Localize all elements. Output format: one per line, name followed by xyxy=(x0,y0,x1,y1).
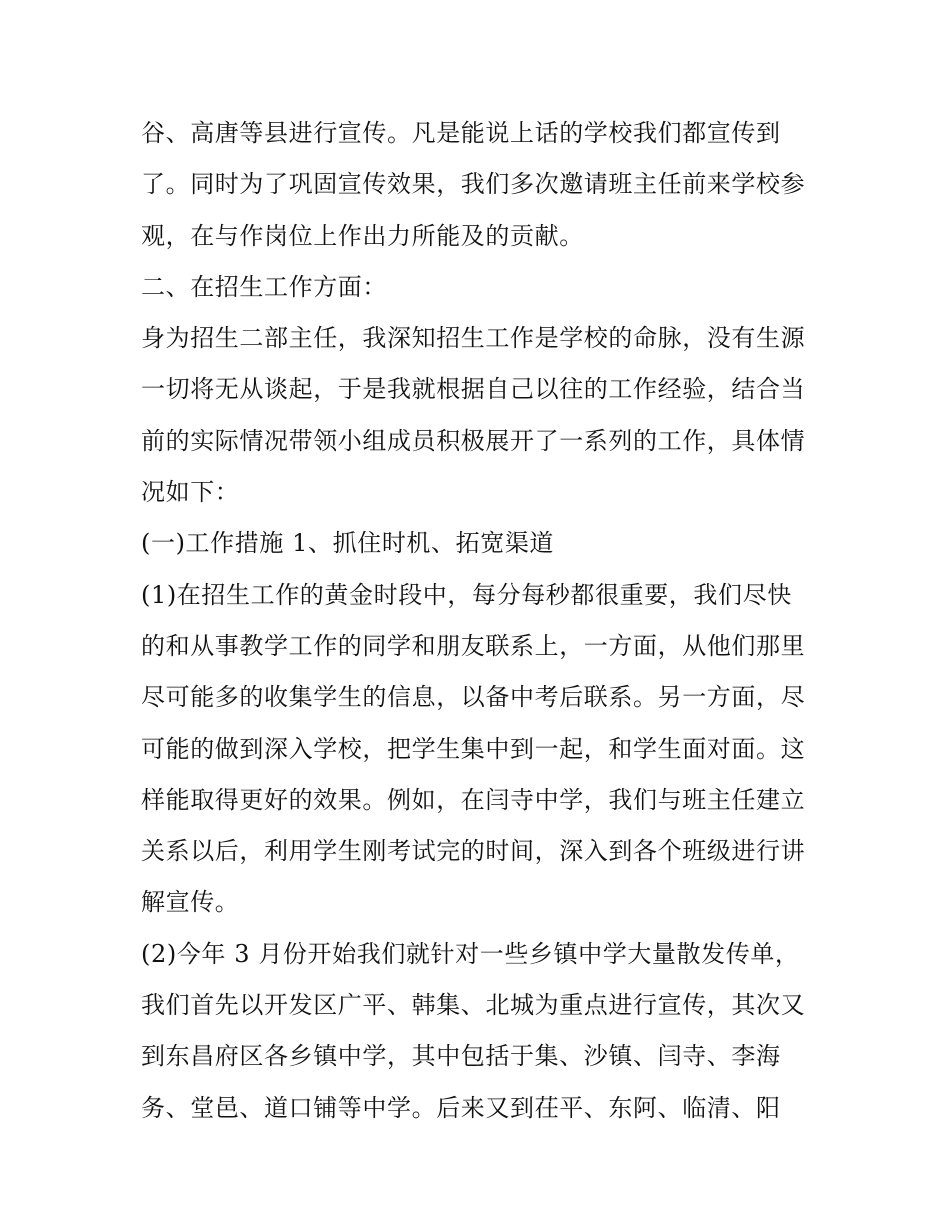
text-line: 务、堂邑、道口铺等中学。后来又到茌平、东阿、临清、阳 xyxy=(141,1093,781,1122)
text-line: 样能取得更好的效果。例如，在闫寺中学，我们与班主任建立 xyxy=(141,785,806,814)
section-heading: 二、在招生工作方面： xyxy=(141,272,387,301)
text-line: 解宣传。 xyxy=(141,888,240,917)
body-text xyxy=(141,108,821,1134)
text-line: 观，在与作岗位上作出力所能及的贡献。 xyxy=(141,221,584,250)
text-line: 了。同时为了巩固宣传效果，我们多次邀请班主任前来学校参 xyxy=(141,170,806,199)
text-line: 前的实际情况带领小组成员积极展开了一系列的工作，具体情 xyxy=(141,426,806,455)
text-line: 我们首先以开发区广平、韩集、北城为重点进行宣传，其次又 xyxy=(141,991,806,1020)
text-line: 一切将无从谈起，于是我就根据自己以往的工作经验，结合当 xyxy=(141,375,806,404)
text-line: 谷、高唐等县进行宣传。凡是能说上话的学校我们都宣传到 xyxy=(141,119,781,147)
text-line: 的和从事教学工作的同学和朋友联系上，一方面，从他们那里 xyxy=(141,631,806,660)
text-line: 关系以后，利用学生刚考试完的时间，深入到各个班级进行讲 xyxy=(141,837,806,866)
text-line: 身为招生二部主任，我深知招生工作是学校的命脉，没有生源 xyxy=(141,324,806,353)
subsection-heading: (一)工作措施 1、抓住时机、拓宽渠道 xyxy=(141,529,555,558)
text-line: 况如下： xyxy=(141,478,240,507)
text-line: (1)在招生工作的黄金时段中，每分每秒都很重要，我们尽快 xyxy=(141,580,792,609)
text-line: (2)今年 3 月份开始我们就针对一些乡镇中学大量散发传单， xyxy=(141,939,800,968)
text-line: 尽可能多的收集学生的信息，以备中考后联系。另一方面，尽 xyxy=(141,683,806,712)
text-line: 到东昌府区各乡镇中学，其中包括于集、沙镇、闫寺、李海 xyxy=(141,1042,781,1071)
text-line: 可能的做到深入学校，把学生集中到一起，和学生面对面。这 xyxy=(141,734,806,763)
